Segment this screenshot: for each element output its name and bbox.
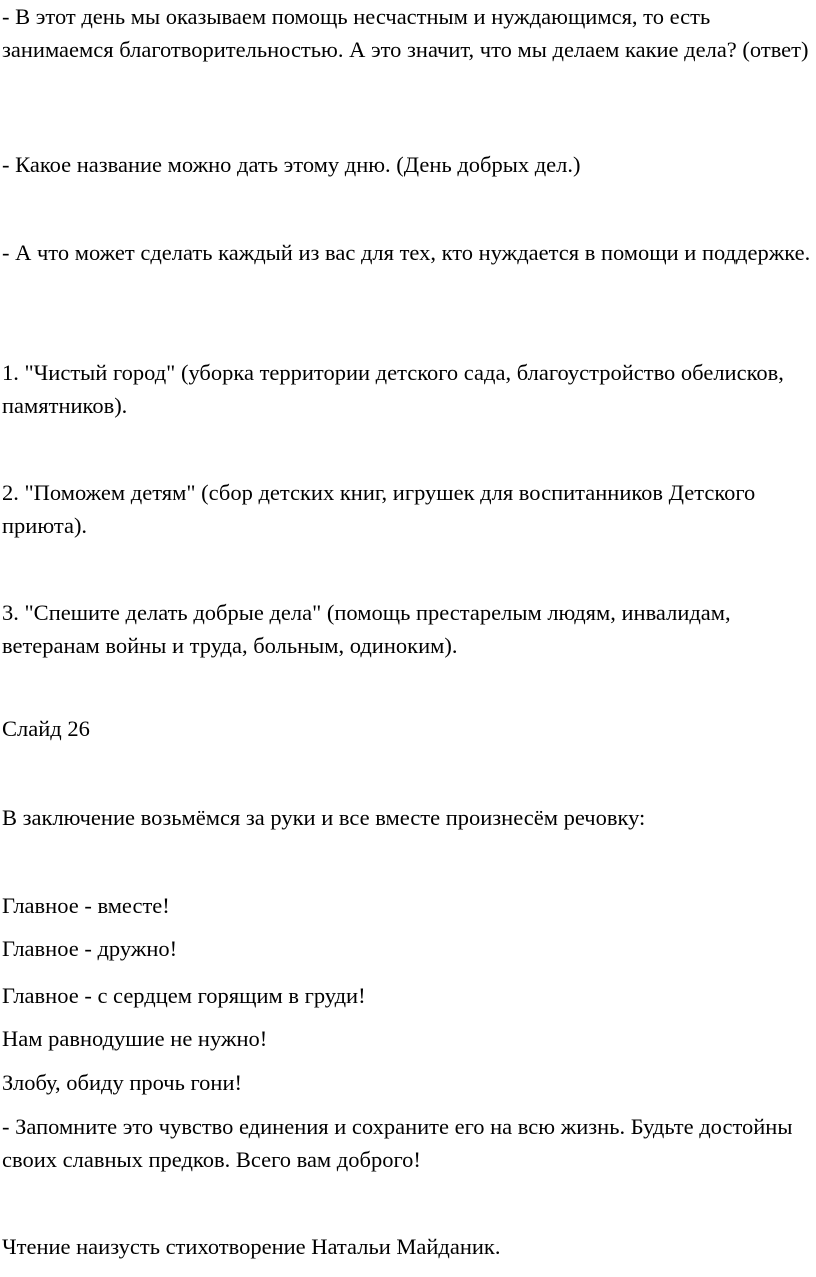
chant-line-4: Нам равнодушие не нужно! [2, 1026, 268, 1051]
paragraph-what-can-do: - А что может сделать каждый из вас для тех, кто нуждается в помощи и поддержке. [2, 240, 811, 265]
list-item-good-deeds: 3. "Спешите делать добрые дела" (помощь престарелым людям, инвалидам, ветеранам войны и труда, больным, одиноким). [2, 600, 731, 658]
chant-line-2: Главное - дружно! [2, 936, 178, 961]
chant-line-5: Злобу, обиду прочь гони! [2, 1070, 243, 1095]
slide-label: Слайд 26 [2, 716, 90, 741]
chant-line-1: Главное - вместе! [2, 893, 170, 918]
paragraph-conclusion: В заключение возьмёмся за руки и все вместе произнесём речовку: [2, 805, 646, 830]
paragraph-poem-reading: Чтение наизусть стихотворение Натальи Майданик. [2, 1234, 501, 1259]
chant-line-3: Главное - с сердцем горящим в груди! [2, 983, 366, 1008]
paragraph-charity-question: - В этот день мы оказываем помощь несчастным и нуждающимся, то есть занимаемся благотворительностью. А это значит, что мы делаем какие дела? (ответ) [2, 4, 809, 62]
paragraph-day-name: - Какое название можно дать этому дню. (День добрых дел.) [2, 152, 581, 177]
paragraph-farewell: - Запомните это чувство единения и сохраните его на всю жизнь. Будьте достойны своих славных предков. Всего вам доброго! [2, 1114, 793, 1172]
list-item-help-children: 2. "Поможем детям" (сбор детских книг, игрушек для воспитанников Детского приюта). [2, 480, 756, 538]
list-item-clean-city: 1. "Чистый город" (уборка территории детского сада, благоустройство обелисков, памятников). [2, 360, 784, 418]
